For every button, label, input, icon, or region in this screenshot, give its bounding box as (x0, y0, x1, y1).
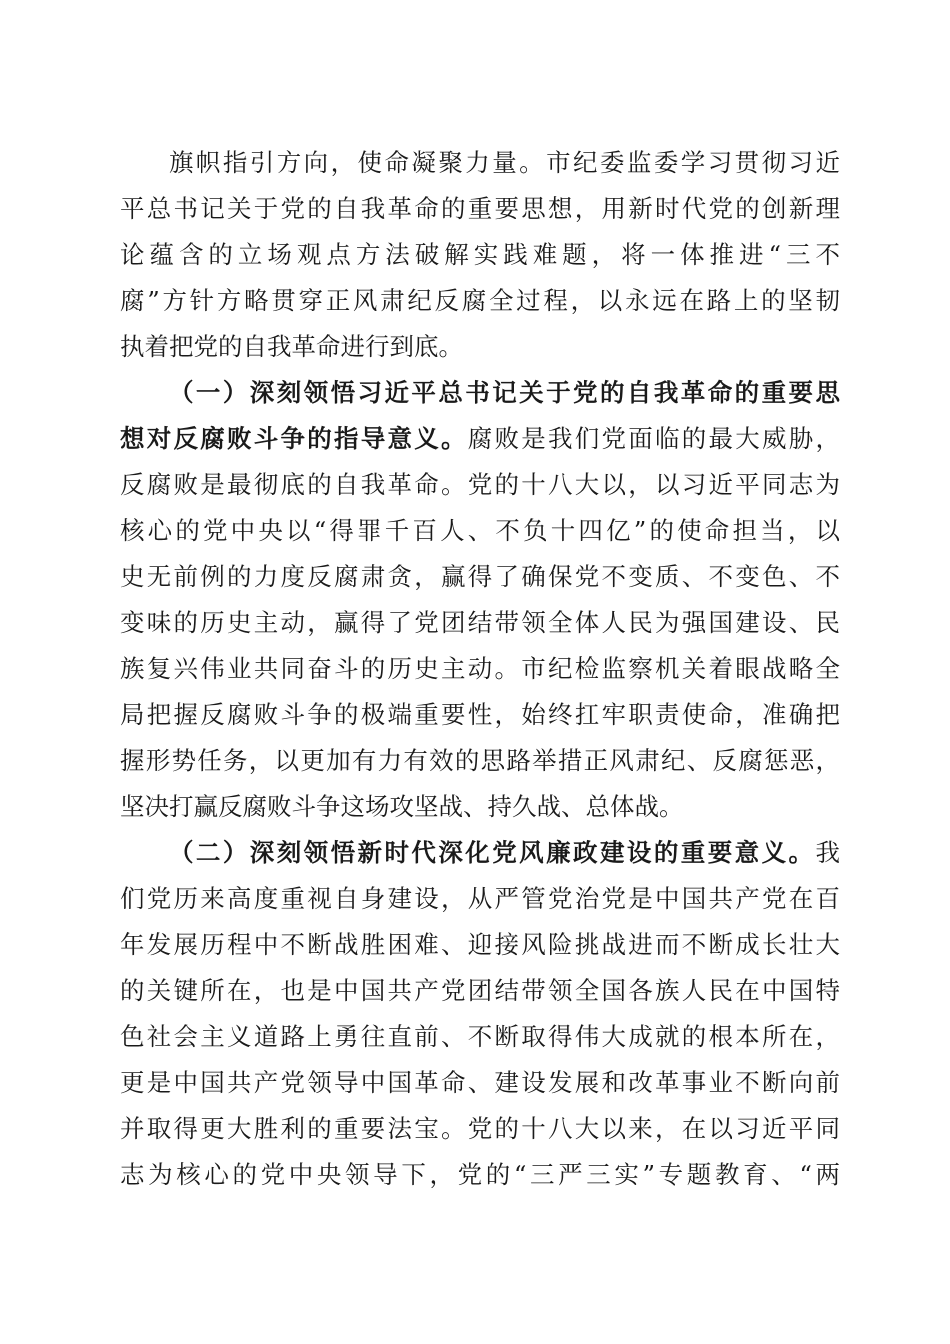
text-line: 想对反腐败斗争的指导意义。腐败是我们党面临的最大威胁， (120, 424, 840, 453)
text-line: 腐”方针方略贯穿正风肃纪反腐全过程，以永远在路上的坚韧 (120, 286, 840, 315)
section-heading: （二）深刻领悟新时代深化党风廉政建设的重要意义。 (169, 838, 816, 867)
text-line: 族复兴伟业共同奋斗的历史主动。市纪检监察机关着眼战略全 (120, 654, 840, 683)
text-line: 局把握反腐败斗争的极端重要性，始终扛牢职责使命，准确把 (120, 700, 840, 729)
text-line: 志为核心的党中央领导下，党的“三严三实”专题教育、“两 (120, 1160, 840, 1189)
text-line: 变味的历史主动，赢得了党团结带领全体人民为强国建设、民 (120, 608, 840, 637)
section-heading: （一）深刻领悟习近平总书记关于党的自我革命的重要思 (169, 378, 840, 407)
section-heading: 想对反腐败斗争的指导意义。 (120, 424, 468, 453)
text-line: 色社会主义道路上勇往直前、不断取得伟大成就的根本所在， (120, 1022, 840, 1051)
text-line: 平总书记关于党的自我革命的重要思想，用新时代党的创新理 (120, 194, 840, 223)
text-line: 旗帜指引方向，使命凝聚力量。市纪委监委学习贯彻习近 (169, 148, 840, 177)
text-line: 反腐败是最彻底的自我革命。党的十八大以，以习近平同志为 (120, 470, 840, 499)
text-line: 史无前例的力度反腐肃贪，赢得了确保党不变质、不变色、不 (120, 562, 840, 591)
text-line: 们党历来高度重视自身建设，从严管党治党是中国共产党在百 (120, 884, 840, 913)
text-line: 坚决打赢反腐败斗争这场攻坚战、持久战、总体战。 (120, 792, 684, 821)
text-line: 论蕴含的立场观点方法破解实践难题，将一体推进“三不 (120, 240, 840, 269)
text-line: 核心的党中央以“得罪千百人、不负十四亿”的使命担当，以 (120, 516, 840, 545)
text-line: 的关键所在，也是中国共产党团结带领全国各族人民在中国特 (120, 976, 840, 1005)
section-heading-line: （二）深刻领悟新时代深化党风廉政建设的重要意义。我 (169, 838, 840, 867)
section-heading-line (120, 370, 840, 416)
text-line: 并取得更大胜利的重要法宝。党的十八大以来，在以习近平同 (120, 1114, 840, 1143)
text-line: 年发展历程中不断战胜困难、迎接风险挑战进而不断成长壮大 (120, 930, 840, 959)
paragraph-section-one (120, 370, 840, 830)
paragraph-intro (120, 140, 840, 370)
paragraph-section-two (120, 830, 840, 1198)
text-line: 执着把党的自我革命进行到底。 (120, 332, 463, 361)
text-line: 更是中国共产党领导中国革命、建设发展和改革事业不断向前 (120, 1068, 840, 1097)
text-line: 握形势任务，以更加有力有效的思路举措正风肃纪、反腐惩恶， (120, 746, 840, 775)
document-body (120, 140, 840, 1198)
